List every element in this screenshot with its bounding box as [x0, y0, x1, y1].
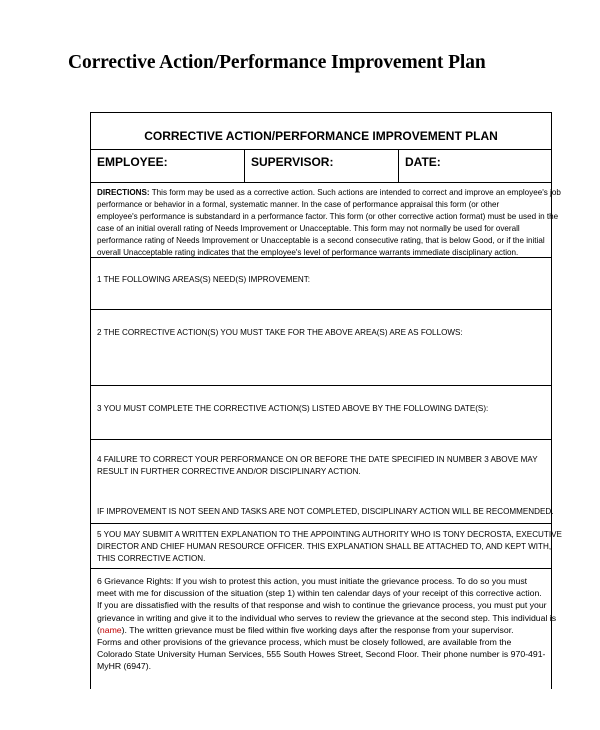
section-6-line: meet with me for discussion of the situation (step 1) within ten calendar days of your receipt of this corrective action.	[97, 588, 542, 599]
employee-field[interactable]	[91, 150, 244, 182]
directions-line: case of an initial overall rating of Needs Improvement or Unacceptable. This form may not normally be used for overall	[97, 224, 520, 233]
section-4-line: 4 FAILURE TO CORRECT YOUR PERFORMANCE ON OR BEFORE THE DATE SPECIFIED IN NUMBER 3 ABOVE MAY	[97, 455, 538, 464]
directions-line: performance rating of Needs Improvement or Unacceptable is a second consecutive rating, that is below Good, or if the initial	[97, 236, 545, 245]
section-5-line: DIRECTOR AND CHIEF HUMAN RESOURCE OFFICER. THIS EXPLANATION SHALL BE ATTACHED TO, AND KEPT WITH,	[97, 542, 552, 551]
form-title: CORRECTIVE ACTION/PERFORMANCE IMPROVEMENT PLAN	[91, 113, 551, 150]
directions-line: performance or behavior in a formal, systematic manner. In the case of performance appraisal this form (or other	[97, 200, 500, 209]
supervisor-label: SUPERVISOR:	[251, 155, 334, 169]
section-6-line: 6 Grievance Rights: If you wish to protest this action, you must initiate the grievance process. To do so you must	[97, 576, 528, 586]
section-5-line: 5 YOU MAY SUBMIT A WRITTEN EXPLANATION TO THE APPOINTING AUTHORITY WHO IS TONY DECROSTA, EXECUTIVE	[97, 530, 562, 539]
supervisor-field[interactable]	[244, 150, 398, 182]
grievance-rights-section	[91, 569, 557, 689]
section-6-line	[97, 624, 545, 636]
section-4-line: RESULT IN FURTHER CORRECTIVE AND/OR DISCIPLINARY ACTION.	[97, 467, 361, 476]
directions-line: This form may be used as a corrective action. Such actions are intended to correct and improve an employee's job	[149, 188, 561, 197]
failure-warning-section	[91, 440, 554, 524]
directions-label: DIRECTIONS:	[97, 188, 150, 197]
directions-line: overall Unacceptable rating indicates that the employee's level of performance warrants immediate disciplinary action.	[97, 248, 519, 257]
paren-open: (	[97, 624, 100, 635]
section-6-line: Forms and other provisions of the grievance process, which must be closely followed, are available from the	[97, 637, 512, 648]
section-1-label: 1 THE FOLLOWING AREAS(S) NEED(S) IMPROVEMENT:	[97, 275, 311, 284]
name-placeholder: name	[99, 624, 122, 635]
directions-line: employee's performance is substandard in a performance factor. This form (or other corrective action format) must be used in the	[97, 212, 559, 221]
directions-section	[91, 183, 561, 258]
section-6-line: grievance in writing and give it to the individual who serves to review the grievance at the second step. This individual is	[97, 612, 557, 623]
page-title: Corrective Action/Performance Improvement Plan	[68, 52, 486, 73]
improvement-areas-section[interactable]	[91, 258, 551, 310]
header-fields	[91, 150, 551, 183]
section-6-line: If you are dissatisfied with the results of that response and wish to continue the grievance process, you must put your	[97, 600, 547, 611]
date-label: DATE:	[405, 155, 441, 169]
written-explanation-section	[91, 524, 562, 569]
section-6-line-rest: ). The written grievance must be filed within five working days after the response from your supervisor.	[121, 624, 514, 635]
corrective-actions-section[interactable]	[91, 310, 551, 386]
completion-dates-section[interactable]	[91, 386, 551, 440]
section-6-line: MyHR (6947).	[97, 661, 152, 672]
date-field[interactable]	[398, 150, 551, 182]
employee-label: EMPLOYEE:	[97, 155, 168, 169]
section-3-label: 3 YOU MUST COMPLETE THE CORRECTIVE ACTION(S) LISTED ABOVE BY THE FOLLOWING DATE(S):	[97, 404, 489, 413]
section-2-label: 2 THE CORRECTIVE ACTION(S) YOU MUST TAKE FOR THE ABOVE AREA(S) ARE AS FOLLOWS:	[97, 328, 463, 337]
section-6-line: Colorado State University Human Services, 555 South Howes Street, Second Floor. Their phone number is 970-491-	[97, 649, 546, 660]
section-5-line: THIS CORRECTIVE ACTION.	[97, 554, 206, 563]
section-4-tail: IF IMPROVEMENT IS NOT SEEN AND TASKS ARE NOT COMPLETED, DISCIPLINARY ACTION WILL BE RECOMMENDED.	[97, 507, 554, 516]
form-table	[90, 112, 562, 689]
